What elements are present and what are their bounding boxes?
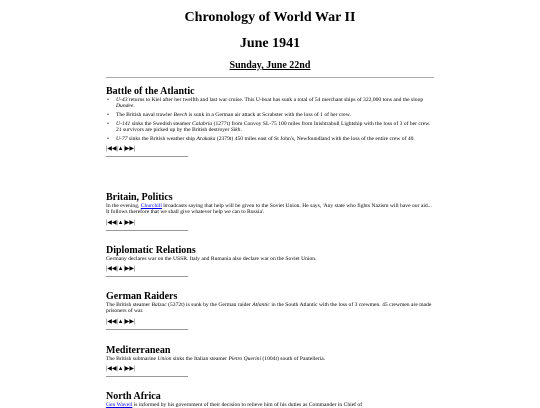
section-heading: Britain, Politics — [106, 192, 173, 203]
section-mediterranean — [106, 345, 434, 377]
list-item: • U-141 sinks the Swedish steamer Calabria (1277t) from Convoy SL-75 100 miles from Inishtrahull Lightship with the loss of 3 of her crew. 21 survivors are picked up by the British destroyer Sikh. — [107, 120, 431, 134]
section-text: Gen Wavell is informed by his government of their decision to relieve him of his duties as Commander in Chief of — [106, 402, 363, 408]
section-text: The British steamer Balzac (5372t) is sunk by the German raider Atlantic in the South Atlantic with the loss of 3 crewmen. 45 crewmen are made prisoners of war. — [106, 302, 432, 315]
section-heading: German Raiders — [106, 291, 178, 302]
section-britain-politics — [106, 192, 434, 231]
section-text: The British submarine Union sinks the Italian steamer Pietro Querini (1004t) south of Pantelleria. — [106, 356, 326, 362]
up-link[interactable]: |▲| — [116, 266, 125, 273]
list-item: • The British naval trawler Beech is sunk in a German air attack at Scrabster with the loss of 1 of her crew. — [107, 112, 351, 119]
date-heading: Sunday, June 22nd — [229, 60, 311, 71]
section-text: In the evening, Churchill broadcasts saying that help will be given to the Soviet Union. He says, 'Any state who fights Nazism will have our aid... It follows therefore that we shall give whatever help we can to Russia'. — [106, 203, 432, 216]
section-divider — [106, 276, 188, 277]
section-heading: Diplomatic Relations — [106, 245, 196, 256]
prev-day-link[interactable]: |◀◀ — [106, 266, 117, 273]
section-nav — [106, 146, 434, 153]
up-link[interactable]: |▲| — [116, 219, 125, 226]
next-day-link[interactable]: ▶▶| — [124, 318, 136, 325]
prev-day-link[interactable]: |◀◀ — [106, 366, 117, 373]
next-day-link[interactable]: ▶▶| — [124, 366, 136, 373]
section-diplomatic-relations — [106, 245, 434, 277]
section-north-africa — [106, 391, 434, 408]
section-battle-of-the-atlantic — [106, 86, 434, 157]
section-nav — [106, 319, 434, 326]
next-day-link[interactable]: ▶▶| — [124, 266, 136, 273]
section-nav — [106, 266, 434, 273]
prev-day-link[interactable]: |◀◀ — [106, 318, 117, 325]
up-link[interactable]: |▲| — [116, 366, 125, 373]
section-divider — [106, 230, 188, 231]
wavell-link[interactable]: Gen Wavell — [106, 402, 133, 408]
section-divider — [106, 156, 188, 157]
event-list — [106, 97, 434, 142]
next-day-link[interactable]: ▶▶| — [124, 219, 136, 226]
section-divider — [106, 329, 188, 330]
prev-day-link[interactable]: |◀◀ — [106, 219, 117, 226]
churchill-link[interactable]: Churchill — [140, 203, 162, 209]
section-heading: Mediterranean — [106, 345, 171, 356]
section-text: Germany declares war on the USSR. Italy and Rumania also declare war on the Soviet Union. — [106, 256, 317, 262]
up-link[interactable]: |▲| — [116, 318, 125, 325]
section-heading: Battle of the Atlantic — [106, 86, 195, 97]
section-german-raiders — [106, 291, 434, 330]
next-day-link[interactable]: ▶▶| — [124, 146, 136, 153]
month-title: June 1941 — [239, 36, 301, 51]
page-title: Chronology of World War II — [184, 10, 356, 25]
section-divider — [106, 376, 188, 377]
section-heading: North Africa — [106, 391, 161, 402]
prev-day-link[interactable]: |◀◀ — [106, 146, 117, 153]
up-link[interactable]: |▲| — [116, 146, 125, 153]
list-item: • U-43 returns to Kiel after her twelfth and last war cruise. This U-boat has sunk a total of 54 merchant ships of 322,000 tons and the sloop Dundee. — [107, 97, 424, 110]
section-nav — [106, 220, 434, 227]
list-item: • U-77 sinks the British weather ship Arakaka (2379t) 450 miles east of St John's, Newfoundland with the loss of the entire crew of 40. — [107, 135, 415, 142]
section-nav — [106, 366, 434, 373]
divider — [106, 77, 434, 78]
